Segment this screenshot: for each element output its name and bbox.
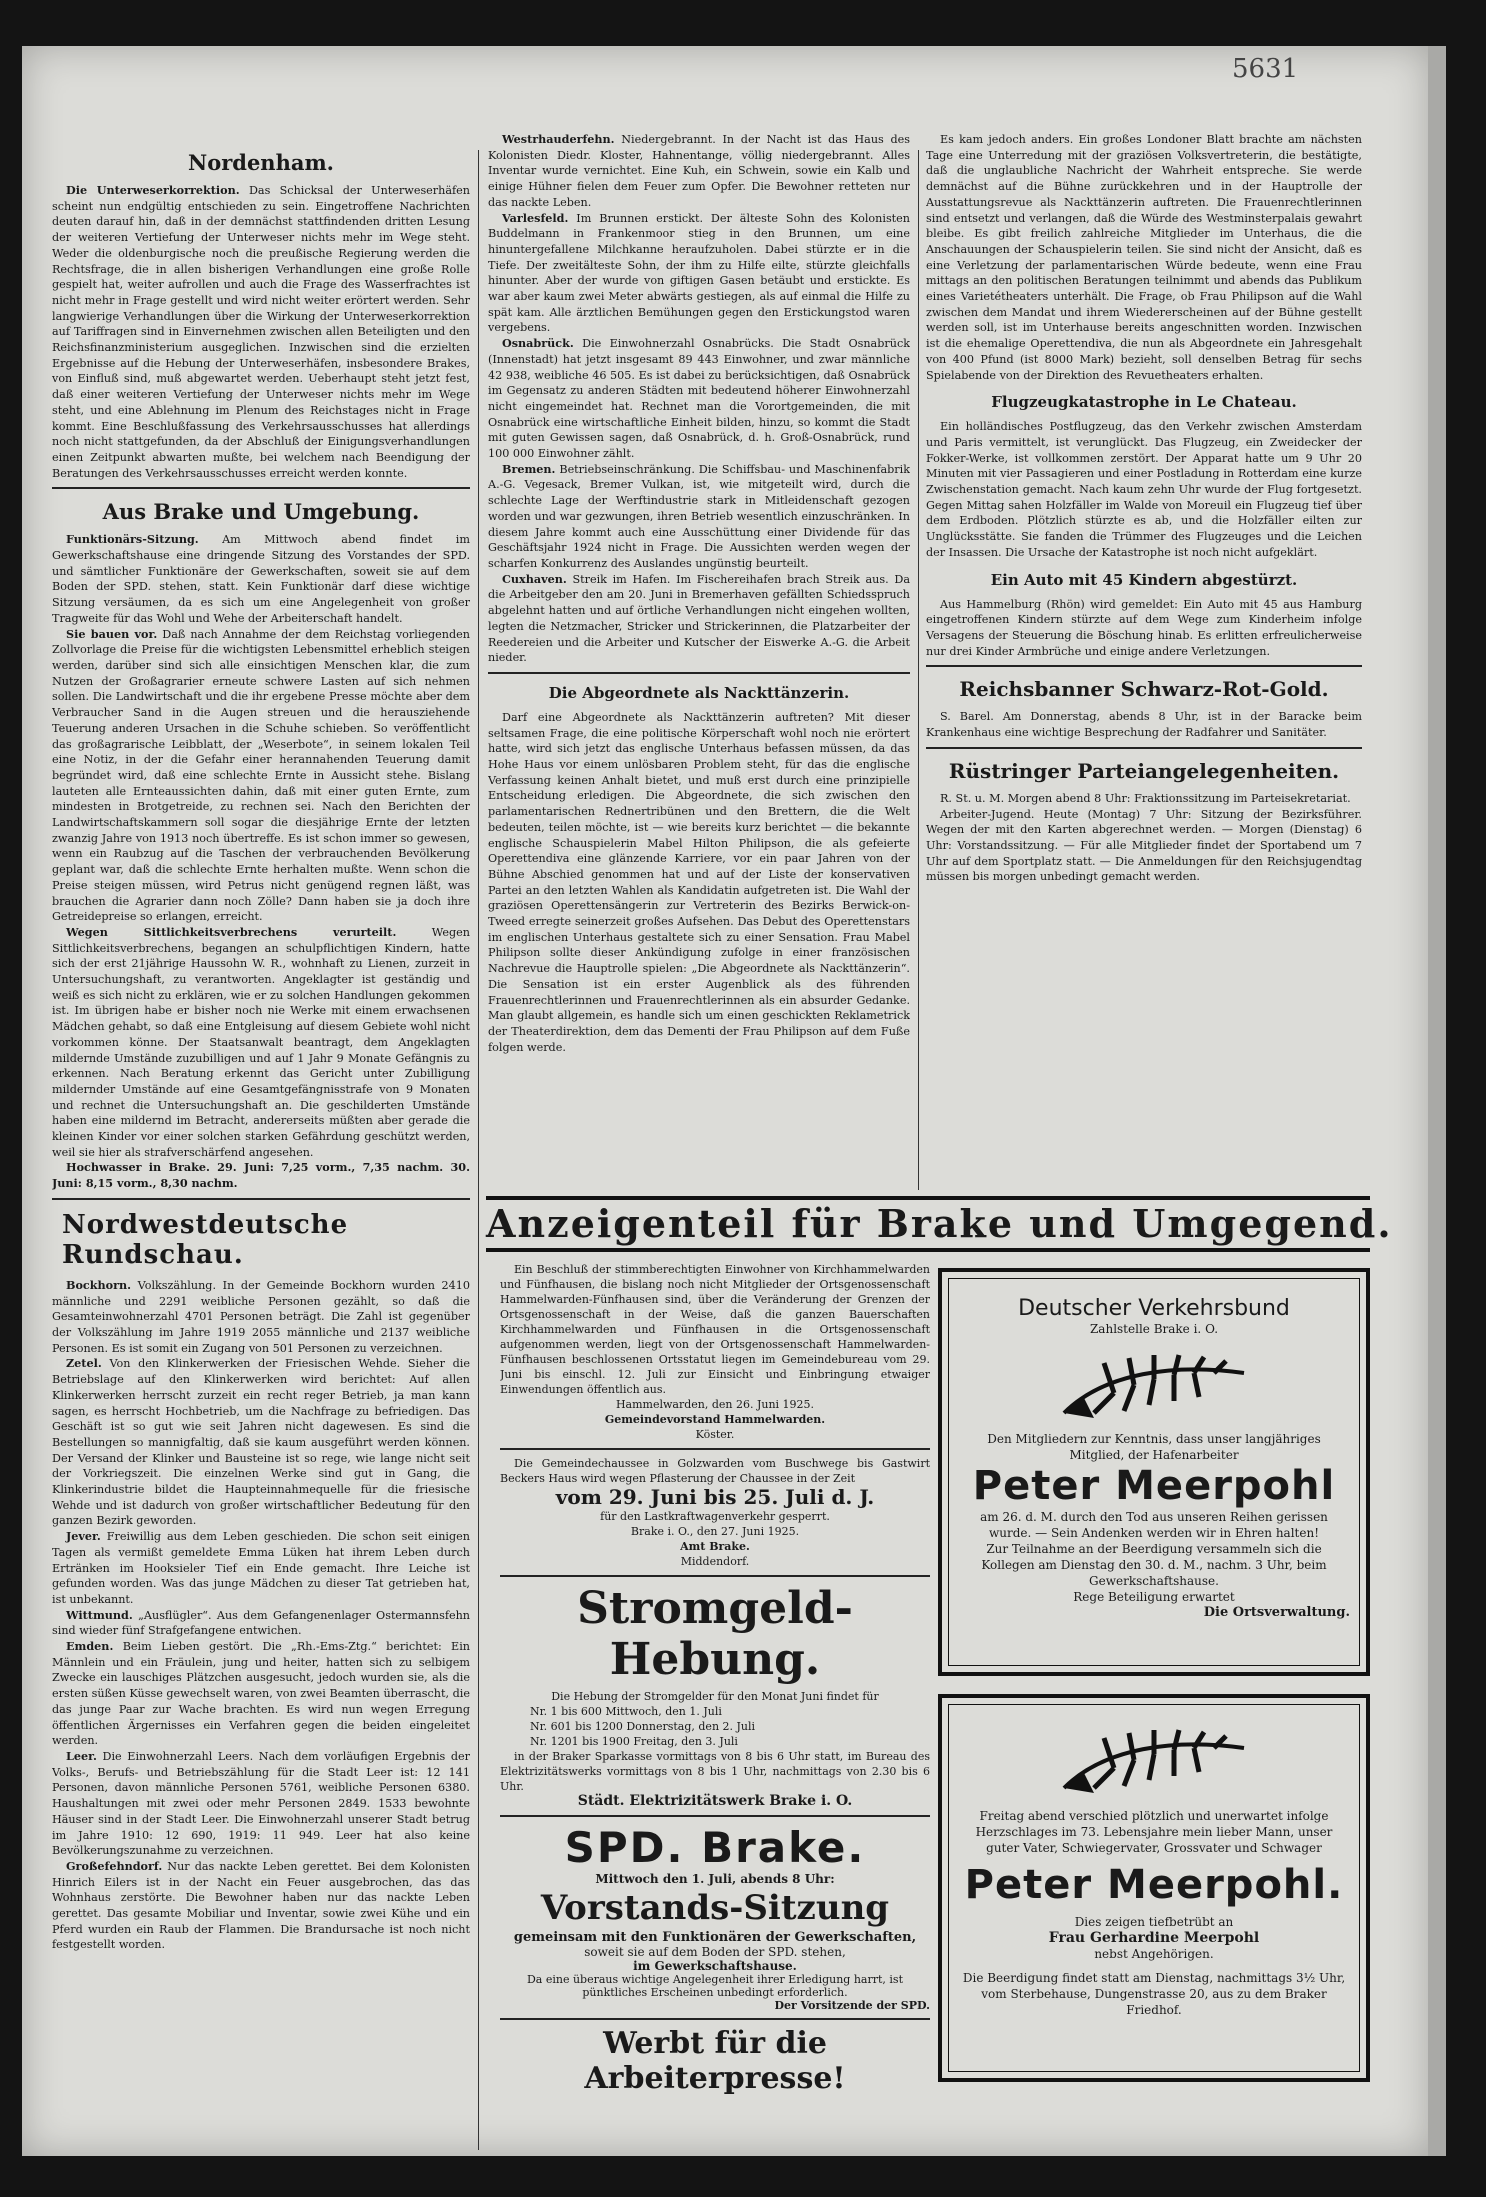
divider	[500, 1575, 930, 1577]
article-lead: Großefehndorf.	[66, 1858, 163, 1873]
flugzeug-heading: Flugzeugkatastrophe in Le Chateau.	[991, 393, 1297, 412]
death-notice-family	[938, 1694, 1370, 2082]
strom-notice	[500, 1689, 930, 1809]
ruestringer-heading: Rüstringer Parteiangelegenheiten.	[948, 758, 1340, 783]
spd-title: SPD. Brake.	[564, 1823, 866, 1872]
spd-date: Mittwoch den 1. Juli, abends 8 Uhr:	[595, 1872, 835, 1886]
palm-frond-icon	[1054, 1728, 1254, 1798]
reichsbanner-heading: Reichsbanner Schwarz-Rot-Gold.	[959, 677, 1329, 702]
article-body: Aus Hammelburg (Rhön) wird gemeldet: Ein Auto mit 45 aus Hamburg eingetroffenen Kindern stürzte auf dem Wege zum Kinderheim infolge Versagens der Steuerung die Böschung hinab. Es erlitten erfreulicherweise nur drei Kinder Armbrüche und einige andere Verletzungen.	[926, 597, 1362, 658]
column-1	[52, 140, 470, 2150]
ad-section-banner: Anzeigenteil für Brake und Umgegend.	[486, 1196, 1370, 1252]
article-body: Volkszählung. In der Gemeinde Bockhorn wurden 2410 männliche und 2291 weibliche Personen gezählt, so daß die Gesamteinwohnerzahl 4701 Personen beträgt. Die Zahl ist gegenüber der Volkszählung im Jahre 1919 2055 männliche und 2137 weibliche Personen. Es ist somit ein Zugang von 501 Personen zu verzeichnen.	[52, 1278, 470, 1355]
article-lead: Varlesfeld.	[502, 210, 569, 225]
notice-sign: Städt. Elektrizitätswerk Brake i. O.	[577, 1793, 853, 1809]
article-lead: Osnabrück.	[502, 336, 574, 351]
notice-date-range: vom 29. Juni bis 25. Juli d. J.	[555, 1485, 875, 1509]
notice-body: in der Braker Sparkasse vormittags von 8 bis 6 Uhr statt, im Bureau des Elektrizitätswerks vormittags von 8 bis 1 Uhr, nachmittags von 2.30 bis 6 Uhr.	[500, 1750, 930, 1793]
article-lead: Die Unterweserkorrektion.	[66, 183, 240, 197]
article-body: Von den Klinkerwerken der Friesischen Wehde. Sieher die Betriebslage auf den Klinkerwerken wird berichtet: Auf allen Klinkerwerken herrscht zurzeit ein recht reger Betrieb, ja man kann sagen, es herrscht Hochbetrieb, um die Nachfrage zu befriedigen. Das Geschäft ist so gut wie seit Jahren nicht dagewesen. Es sind die Bestellungen so mannigfaltig, daß sie kaum ausgeführt werden können. Der Versand der Klinker und Bausteine ist so rege, wie lange nicht seit der Vorkriegszeit. Die einzelnen Werke sind gut in Gang, die Klinkerindustrie bildet die Haupteinnahmequelle für die friesische Wehde und ist dadurch von großer wirtschaftlicher Bedeutung für den ganzen Bezirk geworden.	[52, 1357, 470, 1528]
ads-left	[500, 1262, 930, 2142]
notice-sign: Die Ortsverwaltung.	[1203, 1605, 1350, 1620]
notice-body: Die Hebung der Stromgelder für den Monat Juni findet für	[551, 1690, 879, 1703]
column-3	[926, 132, 1362, 1190]
strom-row: Nr. 1201 bis 1900 Freitag, den 3. Juli	[530, 1735, 738, 1748]
strom-row: Nr. 1 bis 600 Mittwoch, den 1. Juli	[530, 1705, 722, 1718]
auto-article	[926, 597, 1362, 660]
article-body: Im Brunnen erstickt. Der älteste Sohn des Kolonisten Buddelmann in Frankenmoor stieg in den Brunnen, um eine hinuntergefallene Milchkanne heraufzuholen. Dabei stürzte er in die Tiefe. Der zweitälteste Sohn, der ihm zu Hilfe eilte, stürzte gleichfalls hinunter. Aber der wurde von giftigen Gasen betäubt und erstickte. Es war aber kaum zwei Meter abwärts gestiegen, als auf einmal die Hilfe zu spät kam. Alle ärztlichen Bemühungen gegen den Erstickungstod waren vergebens.	[488, 211, 910, 335]
article-body: Ein holländisches Postflugzeug, das den Verkehr zwischen Amsterdam und Paris vermittelt, ist verunglückt. Das Flugzeug, ein Zweidecker der Fokker-Werke, ist vollkommen zerstört. Der Apparat hatte um 9 Uhr 20 Minuten mit vier Passagieren und einer Postladung in Rotterdam eine kurze Zwischenstation gemacht. Nach kaum zehn Uhr wurde der Flug fortgesetzt. Gegen Mittag sahen Holzfäller im Walde von Moreuil ein Flugzeug tief über dem Erdboden. Plötzlich stürzte es ab, und die Holzfäller eilten zur Unglücksstätte. Sie fanden die Trümmer des Flugzeuges und die Leichen der Insassen. Die Ursache der Katastrophe ist noch nicht aufgeklärt.	[926, 420, 1362, 559]
column-rule	[478, 150, 479, 2150]
article-lead: Jever.	[66, 1529, 101, 1544]
spd-text: soweit sie auf dem Boden der SPD. stehen,	[584, 1945, 846, 1959]
notice-sign: Amt Brake.	[680, 1540, 750, 1553]
notice-content	[958, 1728, 1350, 2018]
divider	[926, 747, 1362, 749]
palm-frond-icon	[1054, 1353, 1254, 1423]
abgeordnete-article	[488, 710, 910, 1055]
nw-articles	[52, 1278, 470, 1953]
notice-sign: Middendorf.	[680, 1555, 750, 1568]
nw-heading: Nordwestdeutsche Rundschau.	[62, 1209, 349, 1270]
article-lead: Wegen Sittlichkeitsverbrechens verurteilt.	[66, 924, 397, 939]
spd-text: gemeinsam mit den Funktionären der Gewerkschaften,	[513, 1930, 917, 1945]
notice-body: am 26. d. M. durch den Tod aus unseren Reihen gerissen wurde. — Sein Andenken werden wir in Ehren halten!	[980, 1510, 1328, 1540]
article-body: Die Einwohnerzahl Leers. Nach dem vorläufigen Ergebnis der Volks-, Berufs- und Betriebszählung für die Stadt Leer ist: 12 141 Personen, davon männliche Personen 5761, weibliche Personen 6380. Haushaltungen mit zwei oder mehr Personen 2849. 1533 bewohnte Häuser sind in der Stadt Leer. Die Einwohnerzahl unserer Stadt betrug im Jahre 1910: 12 690, 1919: 11 949. Leer hat also keine Bevölkerungszunahme zu verzeichnen.	[52, 1749, 470, 1858]
article-body: Beim Lieben gestört. Die „Rh.-Ems-Ztg.“ berichtet: Ein Männlein und ein Fräulein, jung und heiter, hatten sich zu selbigem Zwecke ein lauschiges Plätzchen ausgesucht, jedoch wurden sie, als die ersten süßen Küsse gewechselt waren, von zwei Beamten überrascht, die das junge Paar zur Wache brachten. Es wird nun wegen Erregung öffentlichen Ärgernisses ein Verfahren gegen die beiden eingeleitet werden.	[52, 1640, 470, 1748]
column-2	[488, 132, 910, 1190]
article-body: R. St. u. M. Morgen abend 8 Uhr: Fraktionssitzung im Parteisekretariat.	[940, 791, 1351, 805]
death-notice-verkehrsbund	[938, 1268, 1370, 1676]
strom-row: Nr. 601 bis 1200 Donnerstag, den 2. Juli	[530, 1720, 756, 1733]
ruestringer-article	[926, 791, 1362, 885]
article-body: Betriebseinschränkung. Die Schiffsbau- und Maschinenfabrik A.-G. Vegesack, Bremer Vulkan, ist, wie mitgeteilt wird, durch die schlechte Lage der Werftindustrie stark in Mitleidenschaft gezogen worden und war gezwungen, ihren Betrieb wesentlich einzuschränken. In diesem Jahre kommt auch eine Ausschüttung einer Dividende für das Geschäftsjahr 1924 nicht in Frage. Die Aussichten werden wegen der scharfen Konkurrenz des Auslandes ungünstig beurteilt.	[488, 462, 910, 570]
auto-heading: Ein Auto mit 45 Kindern abgestürzt.	[990, 570, 1298, 589]
notice-sign: Gemeindevorstand Hammelwarden.	[604, 1413, 826, 1426]
article-body: Darf eine Abgeordnete als Nackttänzerin auftreten? Mit dieser seltsamen Frage, die eine politische Körperschaft wohl noch nie erörtert hatte, wird sich jetzt das englische Unterhaus befassen müssen, da das Hohe Haus vor einem unlösbaren Problem steht, für das die englische Verfassung keinen Anhalt bietet, und muß erst durch eine prinzipielle Entscheidung erledigen. Die Abgeordnete, die sich zwischen den parlamentarischen Rednertribünen und den Brettern, die die Welt bedeuten, teilen möchte, ist — wie bereits kurz berichtet — die bekannte englische Schauspielerin Mabel Hilton Philipson, die als gefeierte Operettendiva eine glänzende Karriere, vor ein paar Jahren von der Bühne Abschied genommen hat und auf der Liste der konservativen Partei an den letzten Wahlen als Kandidatin aufgetreten ist. Die Wahl der graziösen Operettensängerin zur Vertreterin des Bezirks Berwick-on-Tweed erregte seinerzeit großes Aufsehen. Das Debut des Operettenstars im englischen Unterhaus gestaltete sich zu einer Sensation. Frau Mabel Philipson sollte dieser Ankündigung zufolge in einer französischen Nachrevue die Hauptrolle spielen: „Die Abgeordnete als Nackttänzerin“. Die Sensation ist ein erster Augenblick als des führenden Frauenrechtlerinnen und Frauenrechtlerinnen als ein absurder Gedanke. Man glaubt allgemein, es handle sich um einen geschickten Reklametrick der Theaterdirektion, dem das Dementi der Frau Philipson auf dem Fuße folgen werde.	[488, 710, 910, 1054]
page-number: 5631	[1232, 54, 1299, 84]
article-body: Niedergebrannt. In der Nacht ist das Haus des Kolonisten Diedr. Kloster, Hahnentange, völlig niedergebrannt. Alles Inventar wurde vernichtet. Eine Kuh, ein Schwein, sowie ein Kalb und einige Hühner fielen dem Feuer zum Opfer. Die Bewohner retteten nur das nackte Leben.	[488, 133, 910, 209]
notice-subtitle: Zahlstelle Brake i. O.	[1089, 1322, 1219, 1336]
notice-sign: Frau Gerhardine Meerpohl	[1048, 1930, 1260, 1946]
article-lead: Funktionärs-Sitzung.	[66, 532, 199, 547]
article-body: Freiwillig aus dem Leben geschieden. Die schon seit einigen Tagen als vermißt gemeldete Emma Lüken hat ihrem Leben durch Ertränken im Hooksieler Tief ein Ende gemacht. Ihre Leiche ist gefunden worden. Was das junge Mädchen zu dieser Tat getrieben hat, ist unbekannt.	[52, 1530, 470, 1606]
notice-body: Den Mitgliedern zur Kenntnis, dass unser langjähriges Mitglied, der Hafenarbeiter	[987, 1432, 1321, 1462]
article-lead: Westrhauderfehn.	[502, 132, 615, 146]
article-lead: Zetel.	[66, 1356, 102, 1371]
divider	[500, 1448, 930, 1450]
article-lead: Bremen.	[502, 461, 556, 476]
article-lead: Emden.	[66, 1639, 114, 1654]
hochwasser-note: Hochwasser in Brake. 29. Juni: 7,25 vorm., 7,35 nachm. 30. Juni: 8,15 vorm., 8,30 nachm.	[52, 1160, 470, 1191]
reichsbanner-article	[926, 709, 1362, 740]
notice-body: Rege Beteiligung erwartet	[1073, 1590, 1235, 1604]
notice-body: Die Beerdigung findet statt am Dienstag, nachmittags 3½ Uhr, vom Sterbehause, Dungenstrasse 20, aus zu dem Braker Friedhof.	[962, 1971, 1346, 2017]
regional-articles	[488, 132, 910, 666]
notice-title: Deutscher Verkehrsbund	[1018, 1296, 1290, 1321]
brake-heading: Aus Brake und Umgebung.	[102, 499, 420, 525]
divider	[926, 665, 1362, 667]
abgeordnete-heading: Die Abgeordnete als Nackttänzerin.	[548, 683, 850, 702]
article-lead: Wittmund.	[66, 1607, 133, 1622]
notice-body: für den Lastkraftwagenverkehr gesperrt.	[600, 1510, 830, 1523]
spd-text: im Gewerkschaftshause.	[633, 1959, 797, 1973]
flugzeug-article	[926, 419, 1362, 560]
article-body: Daß nach Annahme der dem Reichstag vorliegenden Zollvorlage die Preise für die wichtigsten Lebensmittel erheblich steigen werden, darüber sind sich alle einsichtigen Menschen klar, die zum Nutzen der Großagrarier erneute schwere Lasten auf sich nehmen sollen. Die Landwirtschaft und die ihr ergebene Presse möchte aber dem Verbraucher Sand in die Augen streuen und die herausziehende Teuerung anderen Ursachen in die Schuhe schieben. So veröffentlicht das großagrarische Leibblatt, der „Weserbote“, in seinem lokalen Teil eine Notiz, in der die Gefahr einer herannahenden Teuerung damit begründet wird, daß eine schlechte Ernte in Aussicht stehe. Bislang lauteten alle Ernteaussichten dahin, daß mit einer guten Ernte, zum mindesten in Brotgetreide, zu rechnen sei. Nach den Berichten der Landwirtschaftskammern soll sogar die diesjährige Ernte der letzten zwanzig Jahre von 1913 noch übertreffe. Es ist schon immer so gewesen, wenn ein Raubzug auf die Taschen der verbrauchenden Bevölkerung geplant war, daß die schlechte Ernte herhalten mußte. Wenn schon die Preise steigen müssen, wird Petrus nicht genügend regnen läßt, was brauchen die Agrarier dann noch Zölle? Dann haben sie ja doch ihre Getreidepreise so erlangen, erreicht.	[52, 627, 470, 924]
column-rule	[918, 150, 919, 1190]
nordenham-article	[52, 183, 470, 481]
article-body: Die Einwohnerzahl Osnabrücks. Die Stadt Osnabrück (Innenstadt) hat jetzt insgesamt 89 443 Einwohner, und zwar männliche 42 938, weibliche 46 505. Es ist dabei zu berücksichtigen, daß Osnabrück im Gegensatz zu anderen Städten mit bedeutend höherer Einwohnerzahl nicht eingemeindet hat. Rechnet man die Vorortgemeinden, die mit Osnabrück eine wirtschaftliche Einheit bilden, hinzu, so kommt die Stadt mit guten Gewissen sagen, daß Osnabrück, d. h. Groß-Osnabrück, rund 100 000 Einwohner zählt.	[488, 337, 910, 461]
notice-date: Brake i. O., den 27. Juni 1925.	[630, 1525, 800, 1538]
divider	[500, 1815, 930, 1817]
article-body: „Ausflügler“. Aus dem Gefangenenlager Ostermannsfehn sind wieder fünf Strafgefangene entwichen.	[52, 1608, 470, 1638]
article-lead: Bockhorn.	[66, 1277, 132, 1292]
notice-sign: Köster.	[695, 1428, 735, 1441]
deceased-name: Peter Meerpohl	[972, 1463, 1336, 1509]
strom-title: Stromgeld-Hebung.	[577, 1583, 853, 1685]
spd-sign: Der Vorsitzende der SPD.	[774, 1999, 930, 2012]
beschluss-notice	[500, 1262, 930, 1442]
notice-sign: nebst Angehörigen.	[1094, 1947, 1214, 1961]
article-lead: Sie bauen vor.	[66, 626, 158, 641]
article-body: S. Barel. Am Donnerstag, abends 8 Uhr, ist in der Baracke beim Krankenhaus eine wichtige Besprechung der Radfahrer und Sanitäter.	[926, 710, 1362, 740]
divider	[52, 487, 470, 489]
page-edge	[1428, 46, 1446, 2156]
article-body: Nur das nackte Leben gerettet. Bei dem Kolonisten Hinrich Eilers ist in der Nacht ein Feuer ausgebrochen, das das Wohnhaus zerstörte. Die Bewohner haben nur das nackte Leben gerettet. Das gesamte Mobiliar und Inventar, sowie zwei Kühe und ein Pferd wurden ein Raub der Flammen. Die Brandursache ist noch nicht festgestellt worden.	[52, 1859, 470, 1952]
article-body: Das Schicksal der Unterweserhäfen scheint nun endgültig entschieden zu sein. Eingetroffene Nachrichten deuten darauf hin, daß in der demnächst stattfindenden dritten Lesung der weiteren Vertiefung der Unterweser nichts mehr im Wege steht. Weder die oldenburgische noch die preußische Regierung werden die Rechtsfrage, die in allen bisherigen Verhandlungen eine große Rolle gespielt hat, weiter aufrollen und auch die Frage des Wasserfrachtes ist nicht mehr in Frage gestellt und wird nicht weiter erörtert werden. Sehr langwierige Verhandlungen über die Wirkung der Unterweserkorrektion auf Tariffragen sind in Einvernehmen zwischen allen Beteiligten und den Reichsfinanzministerium ausgeglichen. Inzwischen sind die erzielten Ergebnisse auf die Hebung der Unterweserhäfen, insbesondere Brakes, von Einfluß sind, muß abgewartet werden. Ueberhaupt steht jetzt fest, daß einer weiteren Vertiefung der Unterweser nichts mehr im Wege steht, und eine Ablehnung im Plenum des Reichstages nicht in Frage kommt. Eine Beschlußfassung des Verkehrsausschusses hat allerdings noch nicht stattgefunden, da der Abschluß der Einigungsverhandlungen einen Zeitpunkt abwarten mußte, bei welchem nach Beendigung der Beratungen des Verkehrsausschusses erreicht werden konnte.	[52, 184, 470, 480]
notice-date: Hammelwarden, den 26. Juni 1925.	[615, 1398, 815, 1411]
continued-article	[926, 132, 1362, 383]
notice-body: Ein Beschluß der stimmberechtigten Einwohner von Kirchhammelwarden und Fünfhausen, die bislang noch nicht Mitglieder der Ortsgenossenschaft Hammelwarden-Fünfhausen sind, über die Veränderung der Grenzen der Ortsgenossenschaft in der Weise, daß die ganzen Bauerschaften Kirchhammelwarden und Fünfhausen in die Ortsgenossenschaft aufgenommen werden, liegt von der Ortsgenossenschaft Hammelwarden-Fünfhausen beschlossenen Ortsstatut liegen im Gemeindebureau vom 29. Juni bis einschl. 12. Juli zur Einsicht und Einbringung etwaiger Einwendungen öffentlich aus.	[500, 1263, 930, 1396]
article-body: Am Mittwoch abend findet im Gewerkschaftshause eine dringende Sitzung des Vorstandes der SPD. und sämtlicher Funktionäre der Gewerkschaften, soweit sie auf dem Boden der SPD. stehen, statt. Kein Funktionär darf diese wichtige Sitzung versäumen, da es sich um eine Angelegenheit von großer Tragweite für das Wohl und Wehe der Arbeiterschaft handelt.	[52, 533, 470, 625]
chaussee-notice	[500, 1456, 930, 1569]
brake-articles	[52, 532, 470, 1192]
article-body: Es kam jedoch anders. Ein großes Londoner Blatt brachte am nächsten Tage eine Unterredung mit der graziösen Volksvertreterin, die bestätigte, daß die unglaubliche Nachricht der Wahrheit entspreche. Sie werde demnächst auf die Bühne zurückkehren und in der Hauptrolle der Ausstattungsrevue als Nackttänzerin auftreten. Die Frauenrechtlerinnen sind entsetzt und verlangen, daß die Würde des Westminsterpalais gewahrt bleibe. Es gibt freilich zahlreiche Mitglieder im Unterhaus, die die Anschauungen der Schauspielerin teilen. Sie sind nicht der Ansicht, daß es eine Verletzung der parlamentarischen Würde bedeute, wenn eine Frau mittags an den politischen Beratungen teilnimmt und abends das Publikum eines Varietétheaters unterhält. Die Frage, ob Frau Philipson auf die Wahl zwischen dem Mandat und ihrem Wiedererscheinen auf der Bühne gestellt werden soll, ist im Unterhause bereits angeschnitten worden. Inzwischen ist die ehemalige Operettendiva, die nun als Abgeordnete ein Jahresgehalt von 400 Pfund (ist 8000 Mark) bezieht, soll denselben Betrag für sechs Spielabende von der Direktion des Revuetheaters erhalten.	[926, 133, 1362, 382]
spd-subtitle: Vorstands-Sitzung	[540, 1888, 890, 1928]
divider	[488, 672, 910, 674]
nordenham-heading: Nordenham.	[188, 150, 334, 175]
article-body: Streik im Hafen. Im Fischereihafen brach Streik aus. Da die Arbeitgeber den am 20. Juni in Bremerhaven gefällten Schiedsspruch abgelehnt hatten und auf örtliche Verhandlungen nicht eingehen wollten, legten die Netzmacher, Stricker und Strickerinnen, die Platzarbeiter der Reedereien und die Arbeiter und Kutscher der Eiswerke A.-G. die Arbeit nieder.	[488, 572, 910, 665]
notice-body: Zur Teilnahme an der Beerdigung versammeln sich die Kollegen am Dienstag den 30. d. M., nachm. 3 Uhr, beim Gewerkschaftshause.	[981, 1542, 1327, 1588]
notice-body: Dies zeigen tiefbetrübt an	[1074, 1915, 1234, 1929]
notice-body: Die Gemeindechaussee in Golzwarden vom Buschwege bis Gastwirt Beckers Haus wird wegen Pflasterung der Chaussee in der Zeit	[500, 1457, 930, 1485]
divider	[52, 1198, 470, 1200]
notice-content	[958, 1296, 1350, 1620]
article-body: Wegen Sittlichkeitsverbrechens, begangen an schulpflichtigen Kindern, hatte sich der erst 21jährige Haussohn W. R., wohnhaft zu Lienen, zurzeit in Untersuchungshaft, zu verantworten. Angeklagter ist geständig und weiß es sich nicht zu erklären, wie er zu solchen Handlungen gekommen ist. Im übrigen habe er bisher noch nie Werke mit einem erwachsenen Mädchen gehabt, so daß eine Entgleisung auf diesem Gebiete wohl nicht vorkommen könne. Der Staatsanwalt beantragt, dem Angeklagten mildernde Umstände zuzubilligen und auf 1 Jahr 9 Monate Gefängnis zu erkennen. Nach Beratung erkennt das Gericht unter Zubilligung mildernder Umstände auf eine Gesamtgefängnisstrafe von 9 Monaten und rechnet die Untersuchungshaft an. Die geschilderten Umstände haben eine mildernd im Betracht, andererseits müßten aber gerade die kleinen Kinder vor einer solchen starken Gefährdung geschützt werden, weil sie hier als strafverschärfend angesehen.	[52, 925, 470, 1159]
deceased-name: Peter Meerpohl.	[964, 1862, 1344, 1908]
article-body: Arbeiter-Jugend. Heute (Montag) 7 Uhr: Sitzung der Bezirksführer. Wegen der mit den Karten abgerechnet werden. — Morgen (Dienstag) 6 Uhr: Vorstandssitzung. — Für alle Mitglieder findet der Sportabend um 7 Uhr auf dem Sportplatz statt. — Die Anmeldungen für den Reichsjugendtag müssen bis morgen unbedingt gemacht werden.	[926, 807, 1362, 884]
spd-text: Da eine überaus wichtige Angelegenheit ihrer Erledigung harrt, ist pünktliches Erscheinen unbedingt erforderlich.	[526, 1973, 903, 1999]
werbt-slogan: Werbt für die Arbeiterpresse!	[584, 2026, 846, 2096]
notice-body: Freitag abend verschied plötzlich und unerwartet infolge Herzschlages im 73. Lebensjahre mein lieber Mann, unser guter Vater, Schwiegervater, Grossvater und Schwager	[975, 1809, 1333, 1855]
article-lead: Leer.	[66, 1748, 97, 1763]
article-lead: Cuxhaven.	[502, 571, 567, 586]
divider	[500, 2018, 930, 2020]
